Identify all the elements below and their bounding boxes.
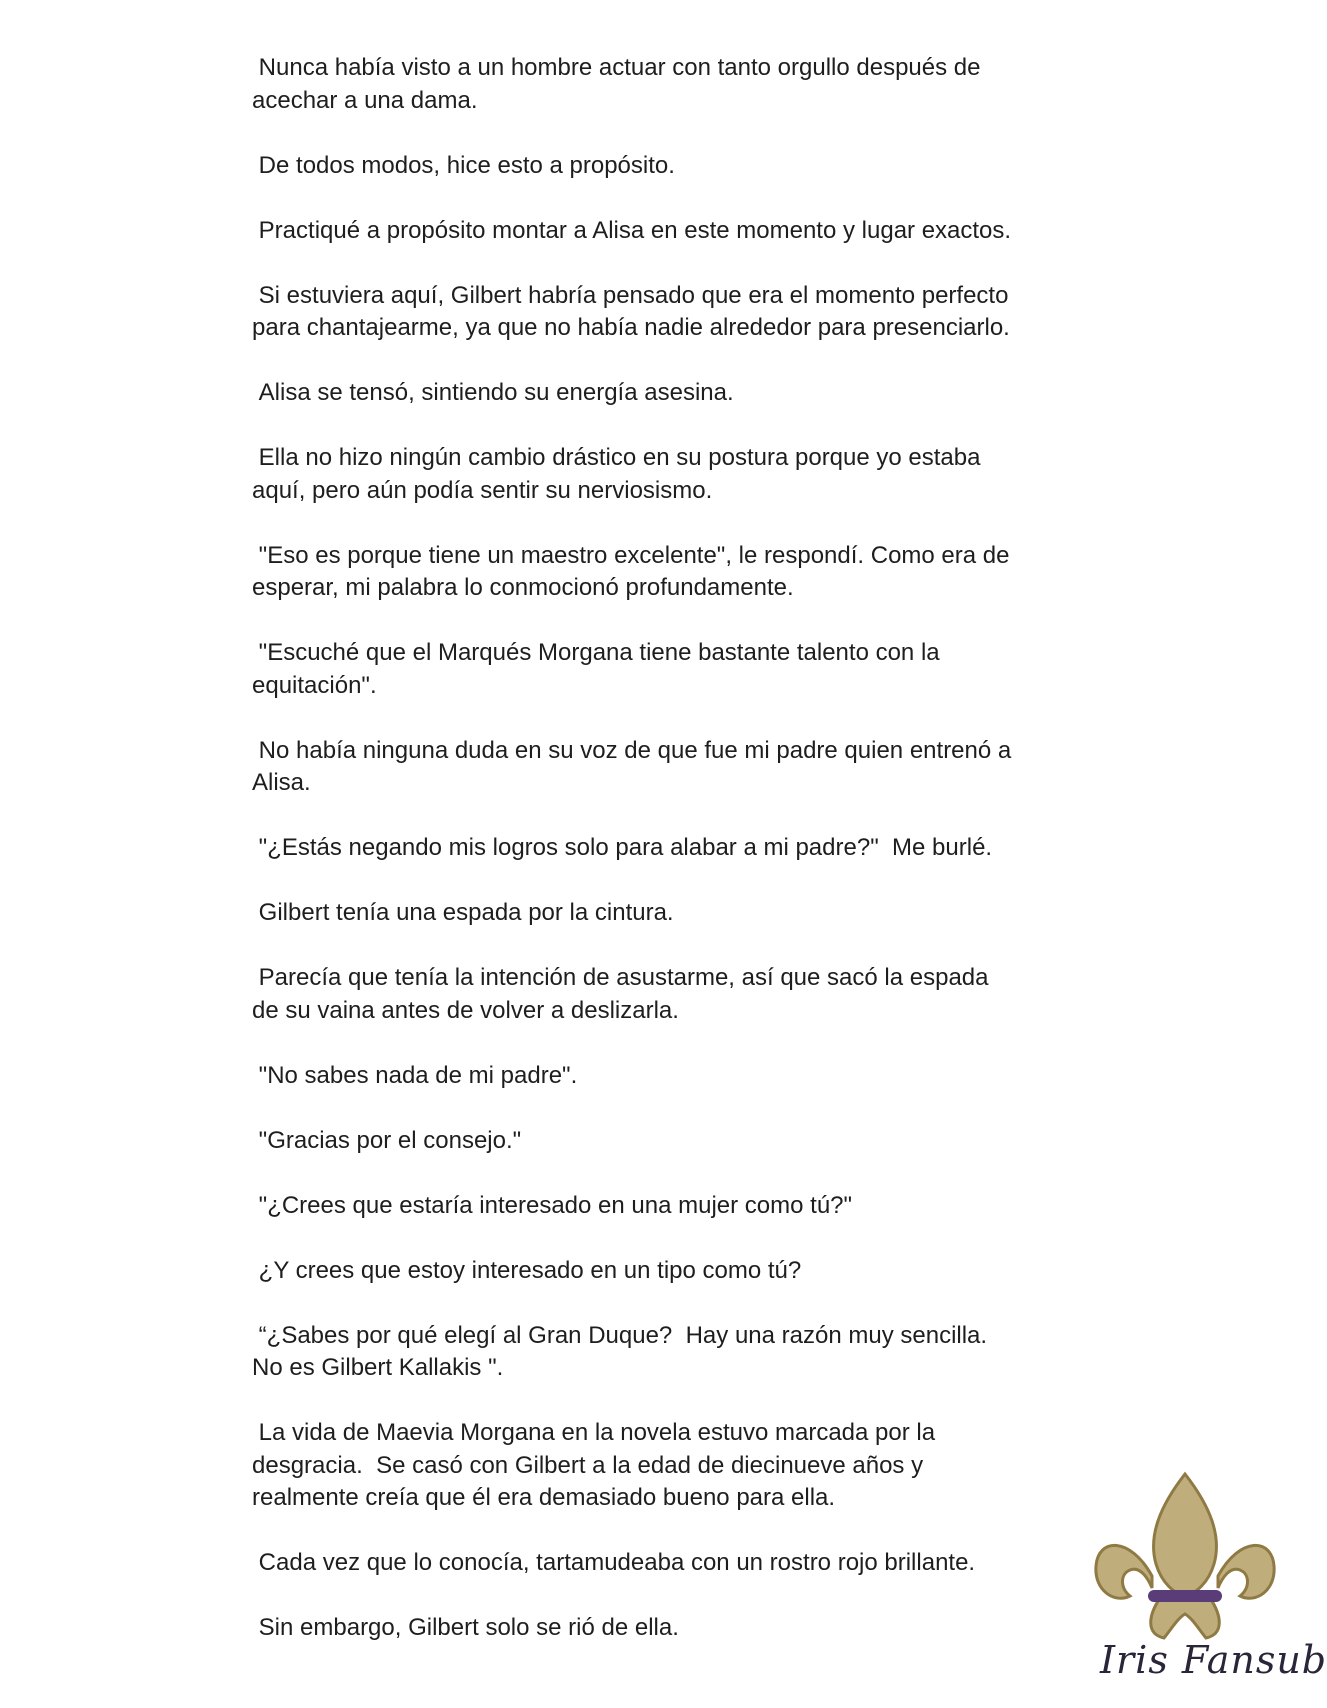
paragraph: Si estuviera aquí, Gilbert habría pensado que era el momento perfecto para chantajearme, ya que no había nadie alrededor para presenciarlo. <box>252 281 1010 341</box>
document-body <box>252 52 1042 1677</box>
paragraph: Practiqué a propósito montar a Alisa en este momento y lugar exactos. <box>252 216 1012 244</box>
paragraph: Sin embargo, Gilbert solo se rió de ella. <box>252 1614 679 1641</box>
paragraph: La vida de Maevia Morgana en la novela estuvo marcada por la desgracia. Se casó con Gilbert a la edad de diecinueve años y realmente creía que él era demasiado bueno para ella. <box>252 1419 936 1511</box>
paragraph: "¿Crees que estaría interesado en una mujer como tú?" <box>252 1191 853 1219</box>
watermark-text: Iris Fansub <box>1100 1638 1327 1682</box>
paragraph: ¿Y crees que estoy interesado en un tipo como tú? <box>252 1256 802 1284</box>
paragraph: Parecía que tenía la intención de asustarme, así que sacó la espada de su vaina antes de volver a deslizarla. <box>252 964 989 1024</box>
paragraph: No había ninguna duda en su voz de que fue mi padre quien entrenó a Alisa. <box>252 736 1012 796</box>
paragraph: "Gracias por el consejo." <box>252 1126 522 1154</box>
paragraph: Cada vez que lo conocía, tartamudeaba con un rostro rojo brillante. <box>252 1549 976 1576</box>
paragraph: De todos modos, hice esto a propósito. <box>252 151 675 179</box>
paragraph: Alisa se tensó, sintiendo su energía asesina. <box>252 379 734 406</box>
paragraph: "No sabes nada de mi padre". <box>252 1061 578 1089</box>
paragraph: Nunca había visto a un hombre actuar con tanto orgullo después de acechar a una dama. <box>252 54 981 114</box>
paragraph: "Escuché que el Marqués Morgana tiene bastante talento con la equitación". <box>252 639 940 699</box>
paragraph: "¿Estás negando mis logros solo para alabar a mi padre?" Me burlé. <box>252 834 993 861</box>
paragraph: Gilbert tenía una espada por la cintura. <box>252 899 674 926</box>
paragraph: Ella no hizo ningún cambio drástico en su postura porque yo estaba aquí, pero aún podía sentir su nerviosismo. <box>252 444 981 504</box>
paragraph: “¿Sabes por qué elegí al Gran Duque? Hay una razón muy sencilla. No es Gilbert Kallakis ". <box>252 1321 988 1381</box>
paragraph: "Eso es porque tiene un maestro excelente", le respondí. Como era de esperar, mi palabra lo conmocionó profundamente. <box>252 541 1010 601</box>
